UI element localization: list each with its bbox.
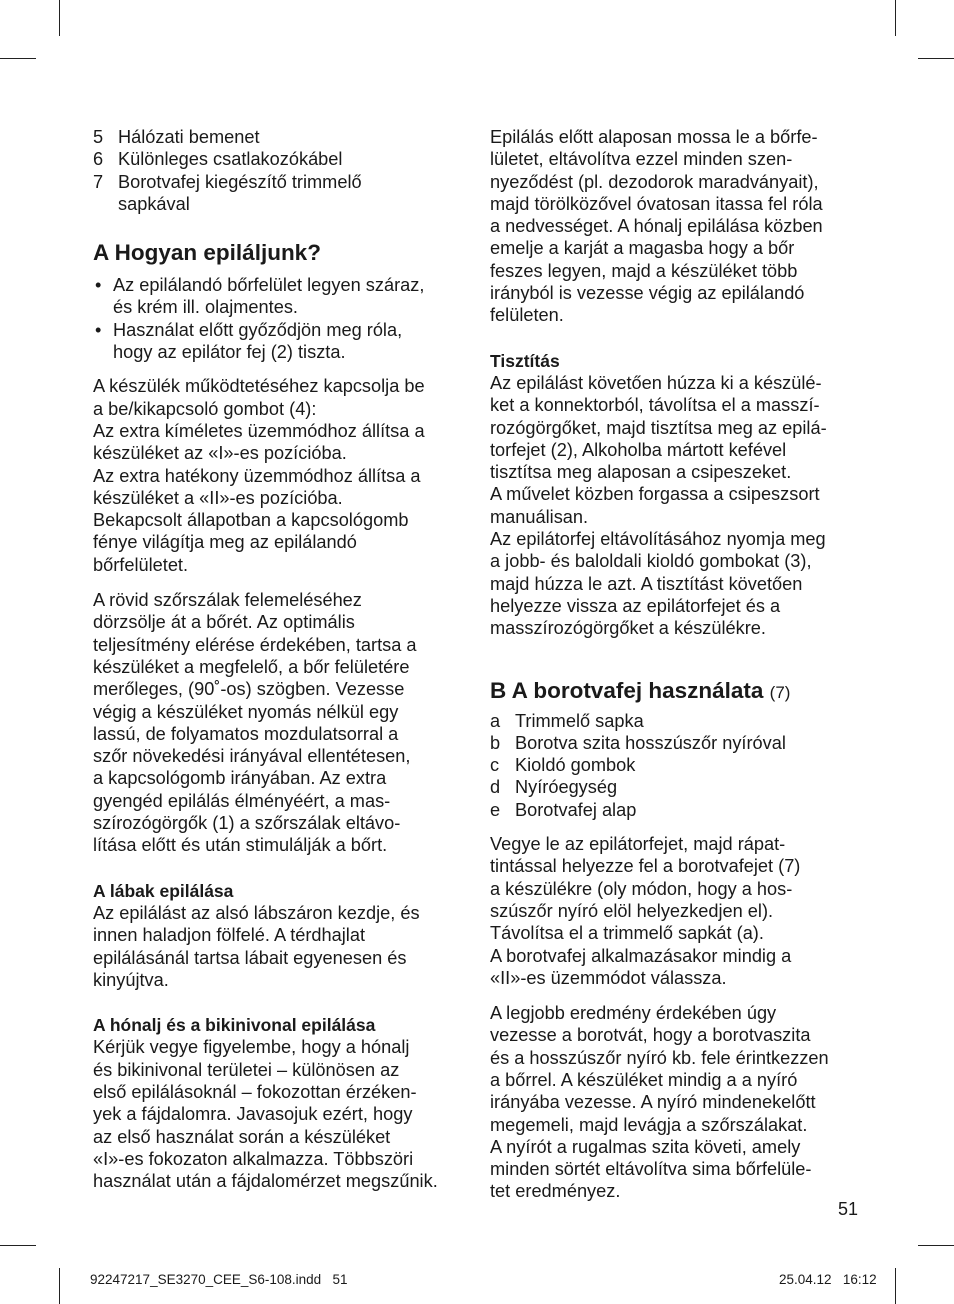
list-item: c Kioldó gombok — [490, 755, 636, 776]
crop-mark-bottom-right-vertical — [895, 1268, 896, 1304]
list-item: 7 Borotvafej kiegészítő trimmelő sapkával — [93, 171, 362, 214]
underarm-bikini-heading: A hónalj és a bikinivonal epilálása — [93, 1015, 376, 1036]
cleaning-heading: Tisztítás — [490, 350, 560, 371]
list-item: • Használat előtt győződjön meg róla, hogy az epilátor fej (2) tiszta. — [95, 319, 403, 363]
cleaning-paragraph: Az epilálást követően húzza ki a készülé- ket a konnektorból, távolítsa el a masszí- rozógörgőket, majd tisztítsa meg az epilá- torfejet (2), Alkoholba mártott kefével tisztítsa meg alaposan a csipeszeket. A művelet közben forgassa a csipeszsort manuálisan. Az epilátorfej eltávolításához nyomja meg a jobb- és baloldali kioldó gombokat (3), majd húzza le azt. A tisztítást követően helyezze vissza az epilátorfejet és a masszírozógörgőket a készülékre. — [490, 372, 827, 639]
footer-timestamp — [779, 1272, 877, 1287]
preparation-paragraph: Epilálás előtt alaposan mossa le a bőrfe- lületet, eltávolítva ezzel minden szen- nyeződést (pl. dezodorok maradványait), majd törölközővel óvatosan itassa fel róla a nedvességet. A hónalj epilálása közben emelje a karját a magasba hogy a bőr feszes legyen, majd a készüléket több irányból is vezesse végig az epilálandó felületen. — [490, 127, 823, 326]
crop-mark-bottom-left-vertical — [59, 1268, 60, 1304]
legs-paragraph: Az epilálást az alsó lábszáron kezdje, és innen haladjon fölfelé. A térdhajlat epilálásánál tartsa lábait egyenesen és kinyújtva. — [93, 902, 420, 990]
list-item: d Nyíróegység — [490, 777, 618, 798]
crop-mark-bottom-left-horizontal — [0, 1245, 36, 1246]
list-item: 6 Különleges csatlakozókábel — [93, 149, 343, 170]
footer-page: 51 — [332, 1272, 348, 1287]
crop-mark-top-right-vertical — [895, 0, 896, 36]
precaution-bullets — [93, 274, 465, 363]
shaver-parts-list — [490, 710, 862, 821]
list-item: e Borotvafej alap — [490, 799, 637, 820]
page-number: 51 — [838, 1199, 859, 1219]
right-column — [490, 126, 862, 1216]
section-b-heading: B A borotvafej használata (7) — [490, 677, 791, 703]
crop-mark-top-left-horizontal — [0, 58, 36, 59]
footer-time: 16:12 — [842, 1272, 877, 1287]
list-item: 5 Hálózati bemenet — [93, 127, 260, 147]
underarm-bikini-paragraph: Kérjük vegye figyelembe, hogy a hónalj és bikinivonal területei – különösen az első epilálásoknál – fokozottan érzéken- yek a fájdalomra. Javasojuk ezért, hogy az első használat során a készüléket «I»-es fokozaton alkalmazza. Többszöri használat után a fájdalomérzet megszűnik. — [93, 1037, 438, 1192]
crop-mark-top-right-horizontal — [918, 58, 954, 59]
footer-filename: 92247217_SE3270_CEE_S6-108.indd — [90, 1272, 322, 1287]
legs-heading: A lábak epilálása — [93, 880, 234, 901]
footer-date: 25.04.12 — [779, 1272, 832, 1287]
technique-paragraph: A rövid szőrszálak felemeléséhez dörzsölje át a bőrét. Az optimális teljesítmény elérése érdekében, tartsa a készüléket a megfelelő, a bőr felületére merőleges, (90˚-os) szögben. Vezesse végig a készüléket nyomás nélkül egy lassú, de folyamatos mozdulatsorral a szőr növekedési irányával ellentétesen, a kapcsológomb irányában. Az extra gyengéd epilálás élményéért, a mas- szírozógörgők (1) a szőrszálak eltávo- lítása előtt és után stimulálják a bőrt. — [93, 590, 417, 856]
crop-mark-bottom-right-horizontal — [918, 1245, 954, 1246]
crop-mark-top-left-vertical — [59, 0, 60, 36]
section-a-heading: A Hogyan epiláljunk? — [93, 240, 321, 266]
bullet-icon: • — [95, 319, 102, 340]
section-b-figure-ref: (7) — [769, 682, 791, 702]
footer-file-info — [90, 1272, 348, 1287]
shaver-attach-paragraph: Vegye le az epilátorfejet, majd rápat- tintással helyezze fel a borotvafejet (7) a készülékre (oly módon, hogy a hos- szúszőr nyíró elöl helyezkedjen el). Távolítsa el a trimmelő sapkát (a). A borotvafej alkalmazásakor mindig a «II»-es üzemmódot válassza. — [490, 834, 801, 988]
list-item: • Az epilálandó bőrfelület legyen száraz, és krém ill. olajmentes. — [95, 275, 425, 318]
left-column — [93, 126, 465, 1205]
bullet-icon: • — [95, 275, 102, 296]
list-item: b Borotva szita hosszúszőr nyíróval — [490, 732, 786, 753]
shaver-technique-paragraph: A legjobb eredmény érdekében úgy vezesse a borotvát, hogy a borotvaszita és a hosszúszőr nyíró kb. fele érintkezzen a bőrrel. A készüléket mindig a a nyíró irányába vezesse. A nyíró mindenekelőtt megemeli, majd levágja a szőrszálakat. A nyírót a rugalmas szita követi, amely minden sörtét eltávolítva sima bőrfelüle- tet eredményez. — [490, 1003, 829, 1202]
operation-paragraph: A készülék működtetéséhez kapcsolja be a be/kikapcsoló gombot (4): Az extra kíméletes üzemmódhoz állítsa a készüléket az «I»-es pozícióba. Az extra hatékony üzemmódhoz állítsa a készüléket a «II»-es pozícióba. Bekapcsolt állapotban a kapcsológomb fénye világítja meg az epilálandó bőrfelületet. — [93, 376, 425, 575]
list-item: a Trimmelő sapka — [490, 710, 644, 731]
parts-list-continued — [93, 126, 465, 215]
